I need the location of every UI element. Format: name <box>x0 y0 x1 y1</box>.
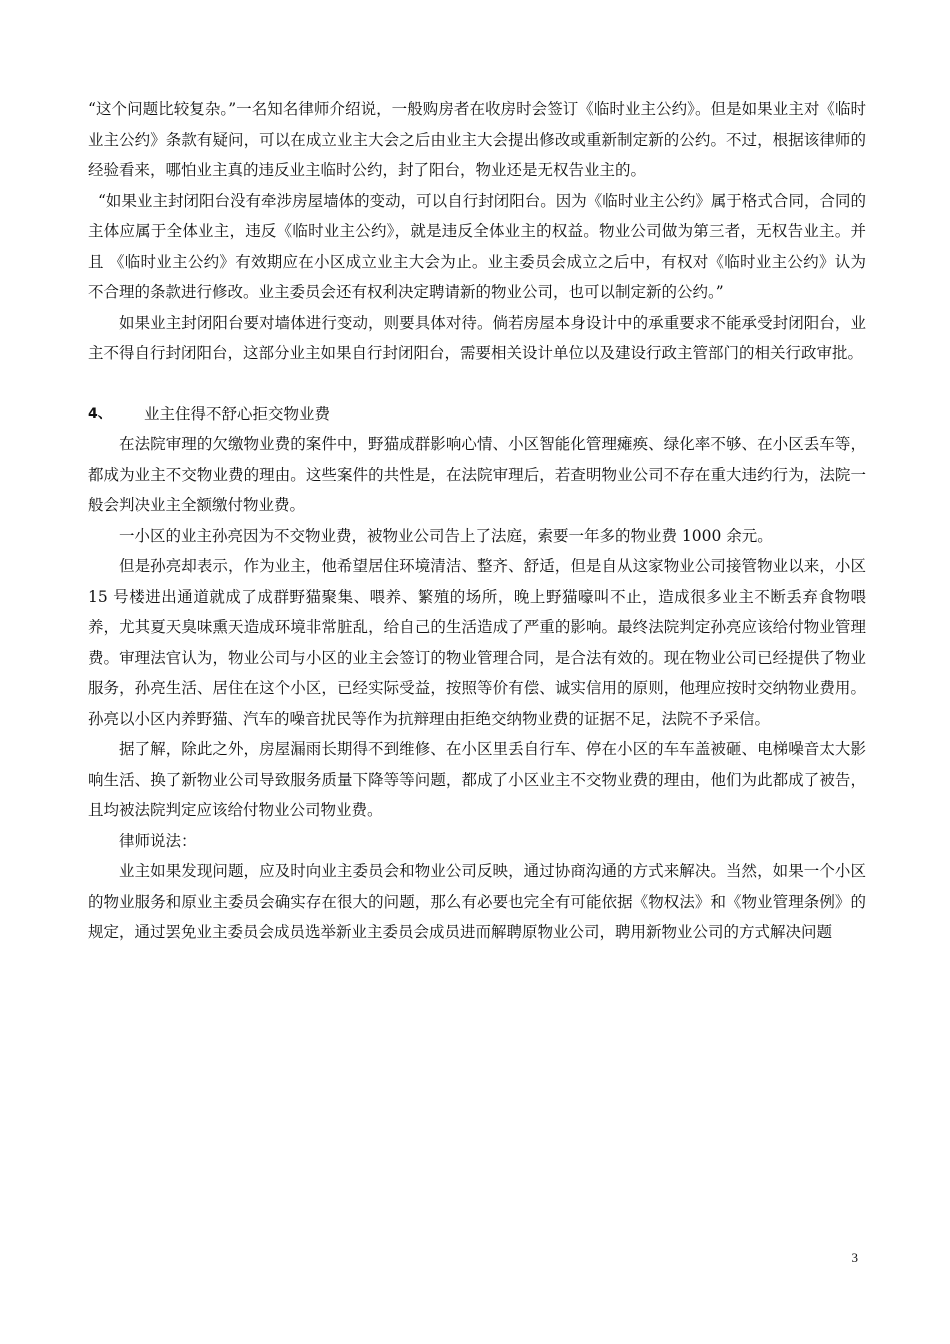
section-number: 4、 <box>88 405 112 422</box>
paragraph-lawyer-advice: 业主如果发现问题，应及时向业主委员会和物业公司反映，通过协商沟通的方式来解决。当然，如果一个小区的物业服务和原业主委员会确实存在很大的问题，那么有必要也完全有可能依据《物权法》和《物业管理条例》的规定，通过罢免业主委员会成员选举新业主委员会成员进而解聘原物业公司，聘用新物业公司的方式解决问题 <box>88 862 866 941</box>
paragraph-other-reasons: 据了解，除此之外，房屋漏雨长期得不到维修、在小区里丢自行车、停在小区的车车盖被砸、电梯噪音太大影响生活、换了新物业公司导致服务质量下降等等问题，都成了小区业主不交物业费的理由，他们为此都成了被告，且均被法院判定应该给付物业公司物业费。 <box>88 740 866 819</box>
paragraph-sun-liang-sued: 一小区的业主孙亮因为不交物业费，被物业公司告上了法庭，索要一年多的物业费 1000 余元。 <box>119 526 773 545</box>
document-body <box>88 94 866 948</box>
paragraph-lawyer-quote: “如果业主封闭阳台没有牵涉房屋墙体的变动，可以自行封闭阳台。因为《临时业主公约》属于格式合同，合同的主体应属于全体业主，违反《临时业主公约》，就是违反全体业主的权益。物业公司做为第三者，无权告业主。并且 《临时业主公约》有效期应在小区成立业主大会为止。业主委员会成立之后中，有权对《临时业主公约》认为不合理的条款进行修改。业主委员会还有权利决定聘请新的物业公司，也可以制定新的公约。” <box>88 191 866 301</box>
paragraph-sun-liang-defense: 但是孙亮却表示，作为业主，他希望居住环境清洁、整齐、舒适，但是自从这家物业公司接管物业以来，小区 15 号楼进出通道就成了成群野猫聚集、喂养、繁殖的场所，晚上野猫嚎叫不止，造成很多业主不断丢弃食物喂养，尤其夏天臭味熏天造成环境非常脏乱，给自己的生活造成了严重的影响。最终法院判定孙亮应该给付物业管理费。审理法官认为，物业公司与小区的业主会签订的物业管理合同，是合法有效的。现在物业公司已经提供了物业服务，孙亮生活、居住在这个小区，已经实际受益，按照等价有偿、诚实信用的原则，他理应按时交纳物业费用。孙亮以小区内养野猫、汽车的噪音扰民等作为抗辩理由拒绝交纳物业费的证据不足，法院不予采信。 <box>88 557 866 728</box>
paragraph-lawyer-says-label: 律师说法： <box>119 831 197 850</box>
page-number: 3 <box>851 1250 858 1265</box>
section-spacer <box>88 369 866 399</box>
paragraph-court-cases: 在法院审理的欠缴物业费的案件中，野猫成群影响心情、小区智能化管理瘫痪、绿化率不够、在小区丢车等，都成为业主不交物业费的理由。这些案件的共性是，在法院审理后，若查明物业公司不存在重大违约行为，法院一般会判决业主全额缴付物业费。 <box>88 435 866 514</box>
paragraph-lawyer-intro: “这个问题比较复杂。”一名知名律师介绍说，一般购房者在收房时会签订《临时业主公约》。但是如果业主对《临时业主公约》条款有疑问，可以在成立业主大会之后由业主大会提出修改或重新制定新的公约。不过，根据该律师的经验看来，哪怕业主真的违反业主临时公约，封了阳台，物业还是无权告业主的。 <box>88 100 866 179</box>
section-heading <box>88 399 866 430</box>
section-title: 业主住得不舒心拒交物业费 <box>144 404 331 423</box>
paragraph-wall-change: 如果业主封闭阳台要对墙体进行变动，则要具体对待。倘若房屋本身设计中的承重要求不能承受封闭阳台，业主不得自行封闭阳台，这部分业主如果自行封闭阳台，需要相关设计单位以及建设行政主管部门的相关行政审批。 <box>88 313 866 362</box>
